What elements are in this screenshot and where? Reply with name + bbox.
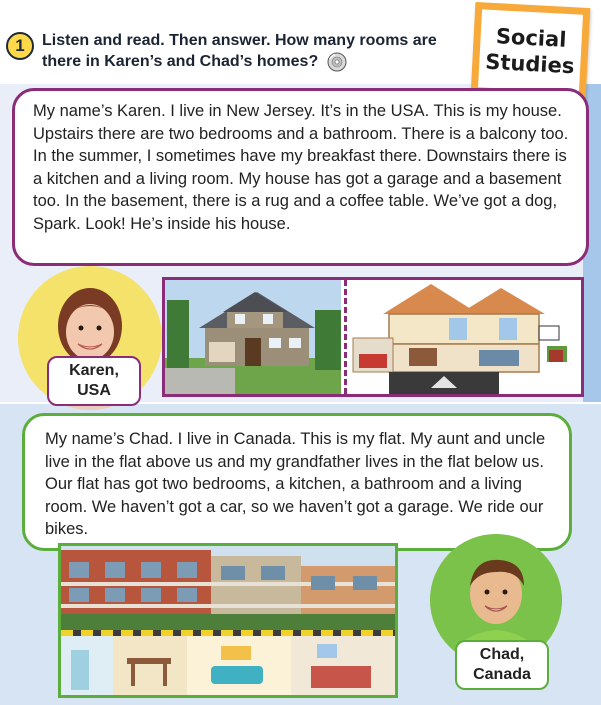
instruction-text: Listen and read. Then answer. How many rooms are there in Karen’s and Chad’s homes? [42, 32, 437, 70]
karen-name-tag [47, 356, 141, 406]
apartment-photo [61, 546, 395, 630]
exercise-instruction [42, 30, 462, 72]
karen-name: Karen, [69, 362, 119, 379]
exercise-number-badge: 1 [6, 32, 34, 60]
subject-tag-label [478, 9, 583, 92]
subject-tag-line2: Studies [484, 49, 575, 79]
photo-divider [344, 280, 347, 394]
karen-text-bubble [12, 88, 589, 266]
karen-country: USA [77, 382, 111, 399]
chad-name-tag [455, 640, 549, 690]
house-photo [165, 280, 341, 394]
subject-tag-line1: Social [495, 24, 568, 52]
chad-flat-images [58, 543, 398, 698]
chad-name: Chad, [479, 646, 525, 663]
flat-cutaway-illustration [61, 636, 395, 698]
chad-country: Canada [473, 666, 531, 683]
karen-text: My name’s Karen. I live in New Jersey. It’s in the USA. This is my house. Upstairs there are two bedrooms and a bathroom. There is a balcony too. In the summer, I sometimes have my breakfast there. Downstairs there is a kitchen and a living room. My house has got a garage and a basement too. In the basement, there is a rug and a coffee table. We’ve got a dog, Spark. Look! He’s inside his house. [33, 102, 569, 233]
chad-text-bubble [22, 413, 572, 551]
cd-icon[interactable] [327, 52, 347, 72]
house-cutaway-illustration [349, 280, 584, 394]
chad-text: My name’s Chad. I live in Canada. This is my flat. My aunt and uncle live in the flat above us and my grandfather lives in the flat below us. Our flat has got two bedrooms, a kitchen, a bathroom and a living room. We haven’t got a car, so we haven’t got a garage. We ride our bikes. [45, 430, 546, 538]
subject-tag [471, 2, 591, 100]
karen-house-images [162, 277, 584, 397]
